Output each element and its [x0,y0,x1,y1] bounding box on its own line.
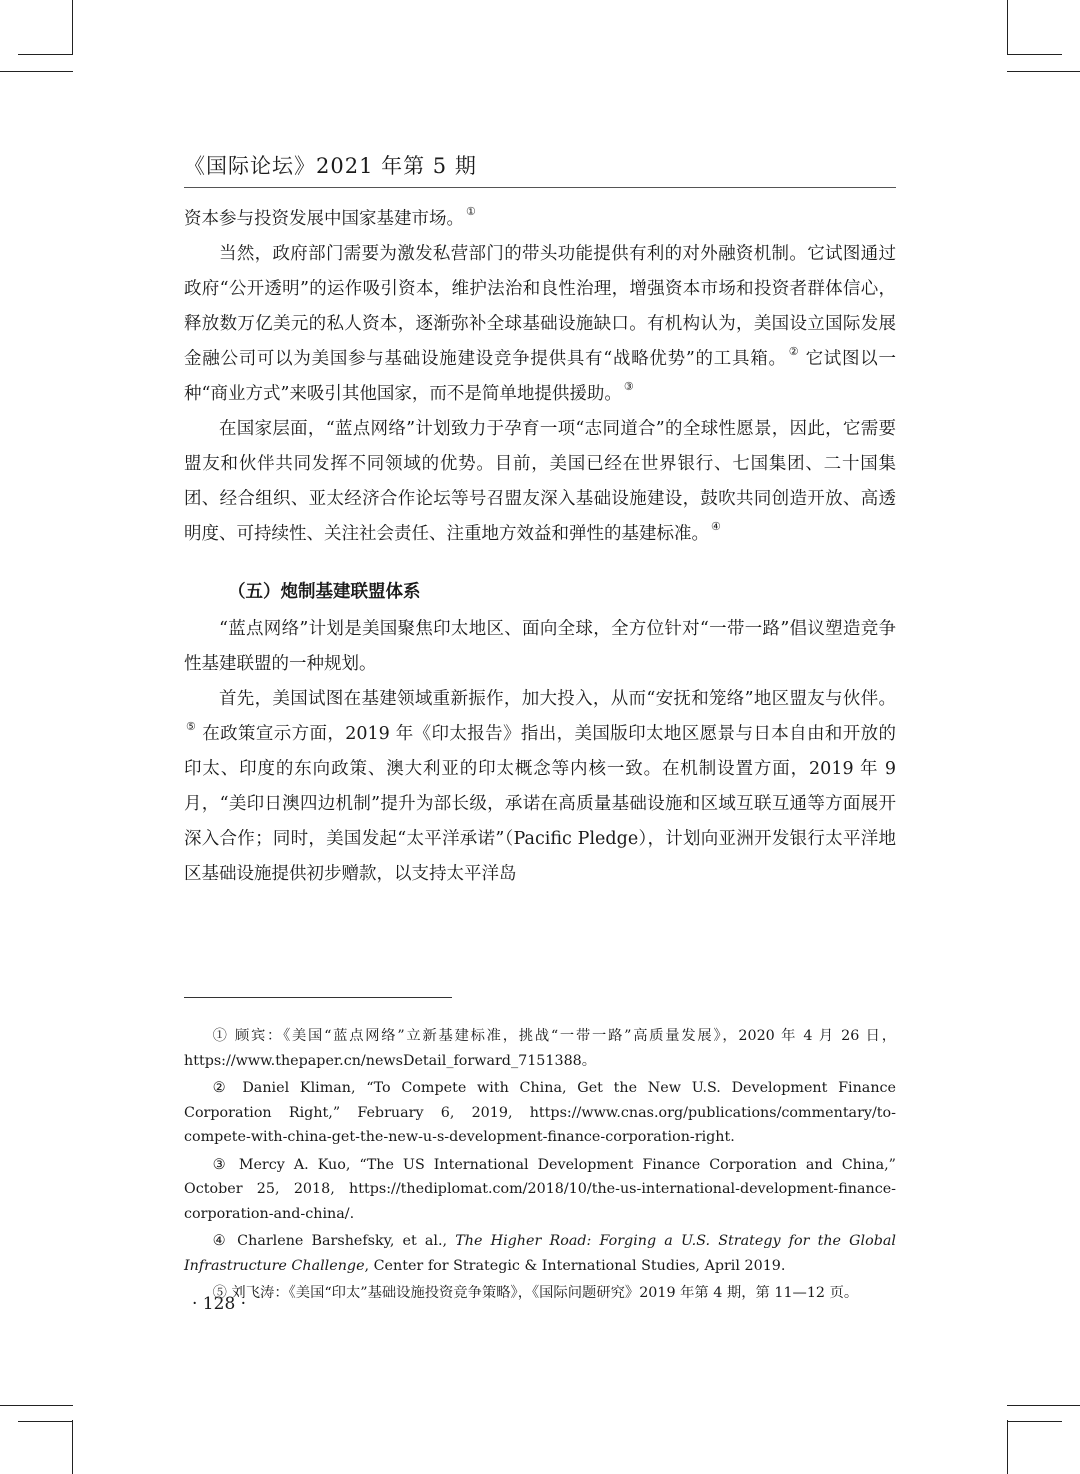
crop-mark-bottom-left-v [72,1420,73,1474]
crop-mark-bottom-right-h [1007,1421,1062,1422]
footnote-4: ④ Charlene Barshefsky, et al., The Higher Road: Forging a U.S. Strategy for the Global Infrastructure Challenge, Center for Strategic & International Studies, April 2019. [184,1233,896,1274]
header-rule [184,187,896,188]
footnote-3: ③ Mercy A. Kuo, “The US International Development Finance Corporation and China,” October 25, 2018, https://thediplomat.com/2018/10/the-us-international-development-finance-corporation-and-china/. [184,1156,896,1222]
body-text-bottom [184,612,896,892]
paragraph-3: 在国家层面，“蓝点网络”计划致力于孕育一项“志同道合”的全球性愿景，因此，它需要盟友和伙伴共同发挥不同领域的优势。目前，美国已经在世界银行、七国集团、二十国集团、经合组织、亚太经济合作论坛等号召盟友深入基础设施建设，鼓吹共同创造开放、高透明度、可持续性、关注社会责任、注重地方效益和弹性的基建标准。 ④ [184,419,896,544]
crop-mark-bottom-left-edge [0,1405,73,1406]
footnote-ref-1[interactable]: ① [466,205,476,218]
crop-mark-top-right-h [1007,54,1062,55]
paragraph-2: 当然，政府部门需要为激发私营部门的带头功能提供有利的对外融资机制。它试图通过政府“公开透明”的运作吸引资本，维护法治和良性治理，增强资本市场和投资者群体信心，释放数万亿美元的私人资本，逐渐弥补全球基础设施缺口。有机构认为，美国设立国际发展金融公司可以为美国参与基础设施建设竞争提供具有“战略优势”的工具箱。 ② 它试图以一种“商业方式”来吸引其他国家，而不是简单地提供援助。 ③ [184,244,896,404]
footnote-2: ② Daniel Kliman, “To Compete with China, Get the New U.S. Development Finance Corporation Right,” February 6, 2019, https://www.cnas.org/publications/commentary/to-compete-with-china-get-the-new-u-s-development-finance-corporation-right. [184,1080,896,1145]
footnote-ref-5[interactable]: ⑤ [186,720,197,733]
crop-mark-top-right-v [1007,0,1008,55]
crop-mark-top-right-edge [1007,71,1080,72]
page-number: · 128 · [192,1294,247,1314]
paragraph-5: 首先，美国试图在基建领域重新振作，加大投入，从而“安抚和笼络”地区盟友与伙伴。⑤ 在政策宣示方面，2019 年《印太报告》指出，美国版印太地区愿景与日本自由和开放的印太、印度的东向政策、澳大利亚的印太概念等内核一致。在机制设置方面，2019 年 9 月，“美印日澳四边机制”提升为部长级，承诺在高质量基础设施和区域互联互通等方面展开深入合作；同时，美国发起“太平洋承诺”（Pacific Pledge），计划向亚洲开发银行太平洋地区基础设施提供初步赠款，以支持太平洋岛 [184,689,896,884]
crop-mark-top-left-h [18,54,73,55]
body-text-top [184,202,896,552]
footnote-ref-3[interactable]: ③ [623,380,634,393]
crop-mark-bottom-right-edge [1007,1405,1080,1406]
running-header: 《国际论坛》2021 年第 5 期 [184,154,477,178]
paragraph-4: “蓝点网络”计划是美国聚焦印太地区、面向全球，全方位针对“一带一路”倡议塑造竞争性基建联盟的一种规划。 [184,619,896,674]
crop-mark-bottom-right-v [1007,1420,1008,1474]
paragraph-1: 资本参与投资发展中国家基建市场。 ① [184,205,476,229]
crop-mark-top-left-v [72,0,73,55]
footnote-5: ⑤ 刘飞涛：《美国“印太”基础设施投资竞争策略》，《国际问题研究》2019 年第 4 期，第 11—12 页。 [212,1285,859,1301]
footnote-1: ① 顾宾：《美国“蓝点网络”立新基建标准，挑战“一带一路”高质量发展》，2020 年 4 月 26 日，https://www.thepaper.cn/newsDetail_forward_7151388。 [184,1028,896,1069]
section-heading: （五）炮制基建联盟体系 [228,582,421,602]
crop-mark-top-left-edge [0,71,73,72]
footnote-ref-4[interactable]: ④ [711,520,721,533]
footnotes [184,1024,896,1309]
footnote-ref-2[interactable]: ② [788,345,800,358]
footnote-separator [184,997,452,998]
crop-mark-bottom-left-h [18,1421,73,1422]
